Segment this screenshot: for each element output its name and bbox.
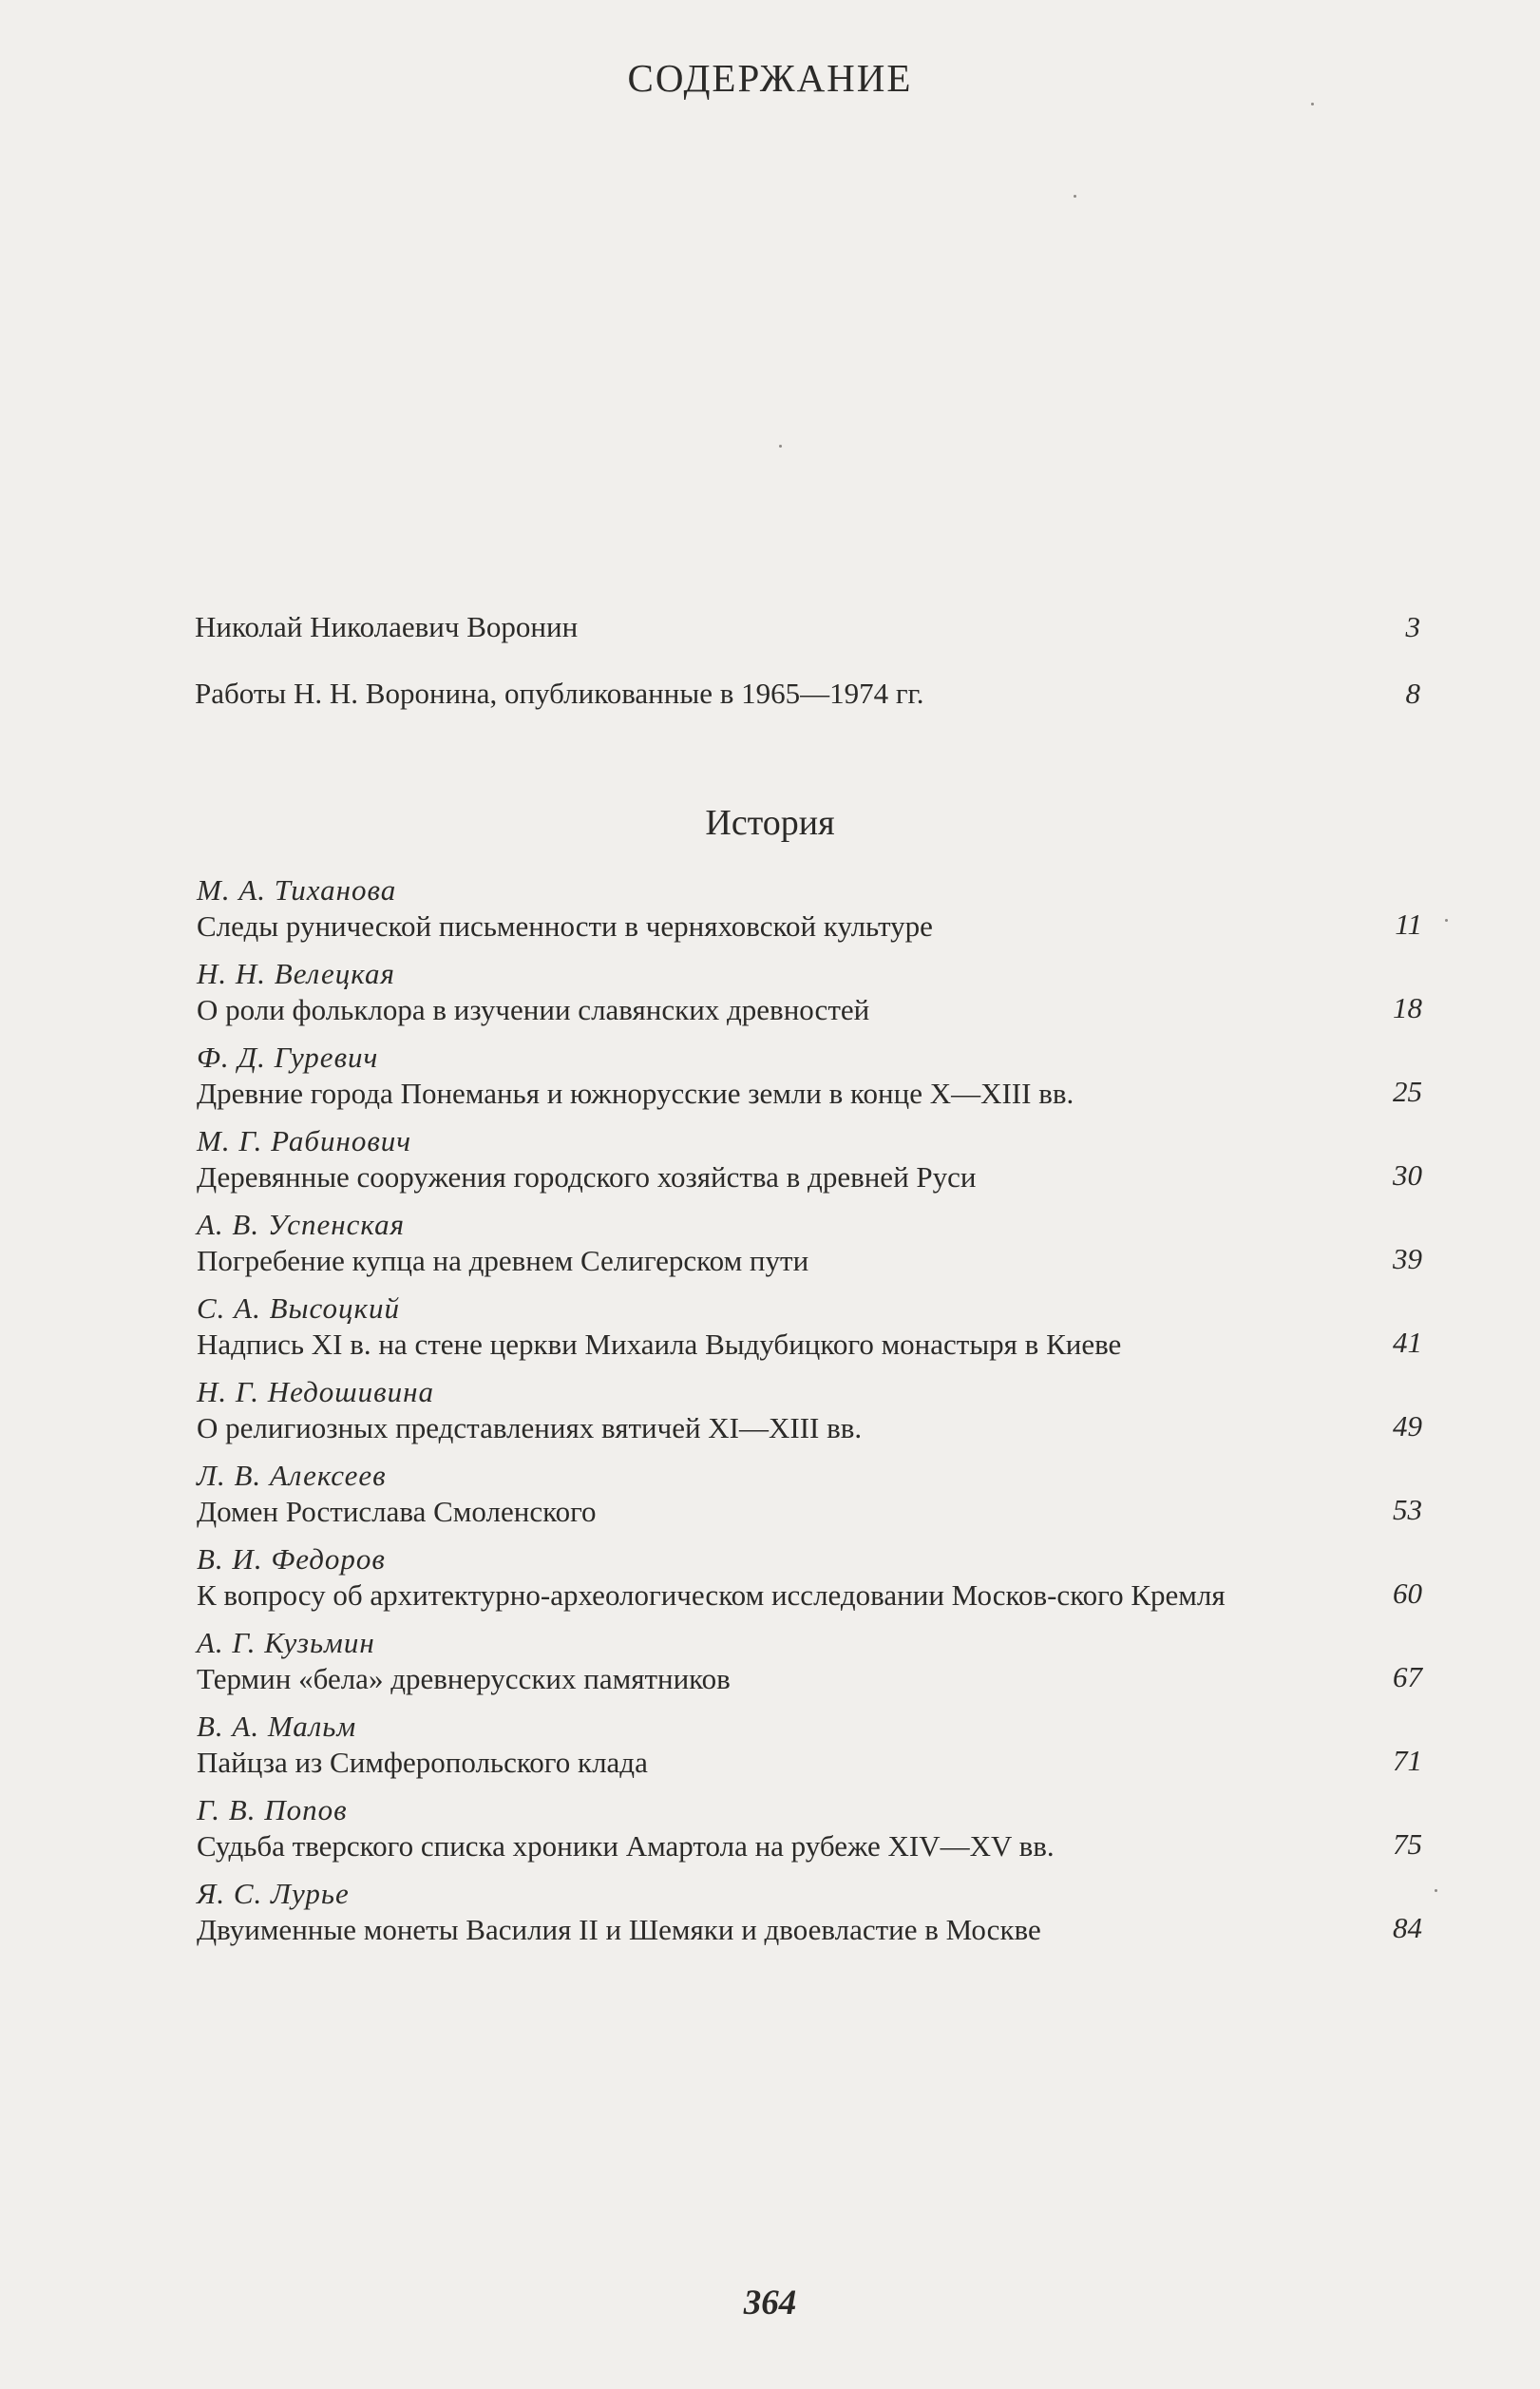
page-number: 49 — [1393, 1409, 1422, 1443]
entry-author: В. А. Мальм — [197, 1710, 357, 1743]
entry-title: Домен Ростислава Смоленского — [197, 1495, 597, 1528]
page-number: 75 — [1393, 1827, 1422, 1861]
paper-speck — [1445, 919, 1448, 922]
entry-title: Судьба тверского списка хроники Амартола на рубеже XIV—XV вв. — [197, 1829, 1055, 1863]
entry-author: Я. С. Лурье — [197, 1877, 350, 1910]
page-number: 30 — [1393, 1158, 1422, 1192]
page-number: 39 — [1393, 1242, 1422, 1275]
toc-entry — [197, 1875, 1422, 1947]
page-folio: 364 — [743, 2284, 797, 2322]
front-matter-title: Николай Николаевич Воронин — [195, 610, 579, 643]
toc-entry — [197, 1039, 1422, 1111]
entry-author: А. Г. Кузьмин — [197, 1626, 375, 1659]
toc-entry — [197, 1791, 1422, 1863]
entry-title: О роли фольклора в изучении славянских древностей — [197, 993, 870, 1026]
toc-entry — [197, 1122, 1422, 1194]
toc-entry — [197, 1373, 1422, 1445]
page-number: 41 — [1393, 1326, 1422, 1359]
toc-entry — [197, 1708, 1422, 1780]
entry-author: Н. Г. Недошивина — [197, 1375, 434, 1408]
entry-author: Ф. Д. Гуревич — [197, 1041, 379, 1074]
entry-title: Деревянные сооружения городского хозяйства в древней Руси — [197, 1160, 977, 1194]
front-matter-title: Работы Н. Н. Воронина, опубликованные в 1965—1974 гг. — [195, 677, 924, 710]
entry-author: М. Г. Рабинович — [197, 1124, 412, 1157]
toc-entry — [197, 871, 1422, 944]
page-number: 3 — [1405, 610, 1420, 643]
section-title: История — [705, 803, 835, 843]
entry-author: С. А. Высоцкий — [197, 1291, 401, 1325]
toc-entry — [197, 1206, 1422, 1278]
entry-author: Л. В. Алексеев — [197, 1459, 387, 1492]
toc-entry — [197, 1540, 1422, 1613]
entry-author: М. А. Тиханова — [197, 873, 397, 907]
page-number: 67 — [1393, 1660, 1422, 1693]
page-number: 8 — [1405, 677, 1420, 710]
page-number: 18 — [1393, 991, 1422, 1024]
front-matter-item — [195, 608, 1420, 646]
entry-title: Пайцза из Симферопольского клада — [197, 1746, 648, 1779]
paper-speck — [779, 445, 782, 448]
entry-title: К вопросу об архитектурно-археологическом исследовании Москов-ского Кремля — [197, 1578, 1226, 1612]
entry-title: Термин «бела» древнерусских памятников — [197, 1662, 731, 1695]
page-number: 84 — [1393, 1911, 1422, 1944]
entry-title: Двуименные монеты Василия II и Шемяки и двоевластие в Москве — [197, 1913, 1041, 1946]
toc-entry — [197, 1457, 1422, 1529]
entry-title: Древние города Понеманья и южнорусские земли в конце X—XIII вв. — [197, 1077, 1074, 1110]
front-matter-row — [195, 608, 1420, 646]
paper-speck — [1311, 103, 1314, 105]
page-number: 71 — [1393, 1744, 1422, 1777]
paper-speck — [1435, 1889, 1437, 1892]
entry-author: В. И. Федоров — [197, 1542, 386, 1576]
entry-author: Н. Н. Велецкая — [197, 957, 395, 990]
entry-author: А. В. Успенская — [197, 1208, 406, 1241]
toc-entries — [197, 871, 1422, 1959]
entry-title: Надпись XI в. на стене церкви Михаила Выдубицкого монастыря в Киеве — [197, 1328, 1122, 1361]
toc-entry — [197, 955, 1422, 1027]
entry-title: О религиозных представлениях вятичей XI—XIII вв. — [197, 1411, 863, 1444]
entry-author: Г. В. Попов — [197, 1793, 348, 1826]
page-number: 25 — [1393, 1075, 1422, 1108]
front-matter-item — [195, 675, 1420, 713]
page-number: 11 — [1395, 908, 1422, 941]
page-heading: СОДЕРЖАНИЕ — [627, 56, 913, 100]
toc-entry — [197, 1624, 1422, 1696]
front-matter-row — [195, 675, 1420, 713]
entry-title: Следы рунической письменности в черняховской культуре — [197, 909, 933, 943]
page-number: 53 — [1393, 1493, 1422, 1526]
page-number: 60 — [1393, 1577, 1422, 1610]
toc-entry — [197, 1290, 1422, 1362]
paper-speck — [1074, 195, 1076, 198]
entry-title: Погребение купца на древнем Селигерском пути — [197, 1244, 809, 1277]
